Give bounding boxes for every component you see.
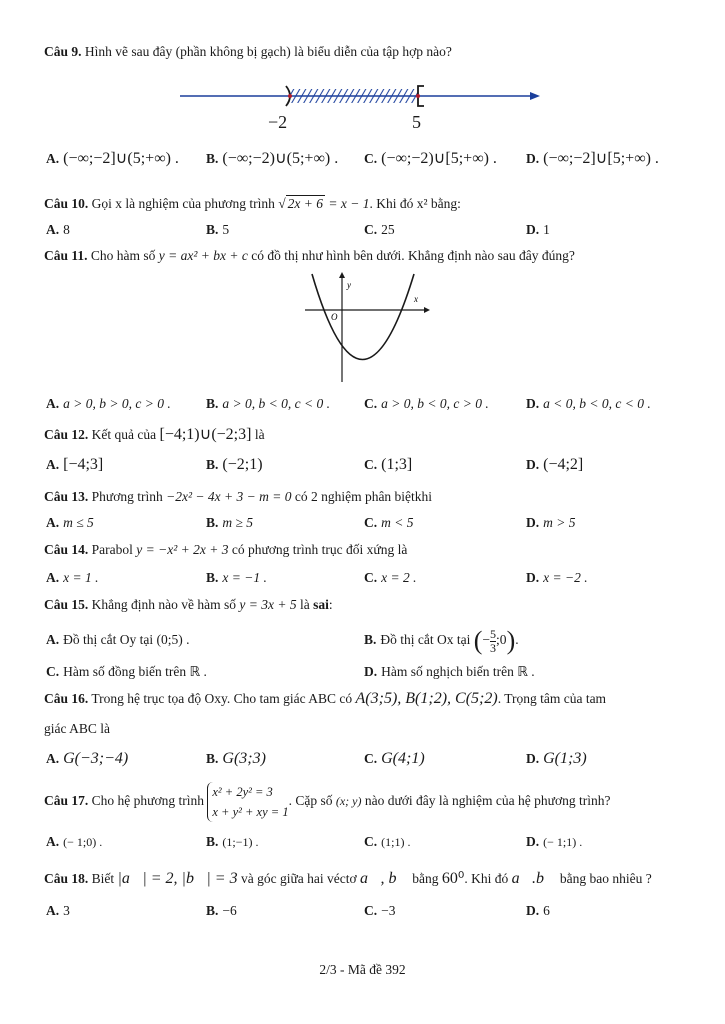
question-label: Câu 14. [44, 542, 89, 557]
question-text: Hình vẽ sau đây (phần không bị gạch) là biểu diễn của tập hợp nào? [84, 44, 452, 59]
options-row-q9 [46, 148, 696, 170]
y-axis-label: y [347, 280, 351, 290]
question-13: Câu 13. Phương trình −2x² − 4x + 3 − m = 0 có 2 nghiệm phân biệtkhi [44, 489, 433, 504]
option-c[interactable]: C. Hàm số đồng biến trên ℝ . [46, 664, 207, 679]
option-c[interactable]: C. x = 2 . [364, 570, 417, 585]
option-c[interactable]: C. (1;1) . [364, 834, 411, 849]
set-expression: [−4;1)∪(−2;3] [159, 426, 252, 443]
options-row-q15-2 [46, 664, 696, 686]
option-b[interactable]: B. −6 [206, 903, 237, 918]
options-row-q16 [46, 750, 696, 772]
question-14: Câu 14. Parabol y = −x² + 2x + 3 có phương trình trục đối xứng là [44, 542, 408, 557]
option-b[interactable]: B. a > 0, b < 0, c < 0 . [206, 396, 330, 411]
function-formula: y = ax² + bx + c [158, 248, 248, 263]
tick-label-left: −2 [268, 112, 288, 132]
equation: y = −x² + 2x + 3 [136, 542, 229, 557]
origin-label: O [331, 312, 338, 322]
options-row-q17 [46, 834, 696, 856]
question-label: Câu 16. [44, 691, 89, 706]
option-b[interactable]: B. (1;−1) . [206, 834, 259, 849]
dot-product: a⃗.b⃗ [511, 870, 557, 887]
option-c[interactable]: C. m < 5 [364, 515, 414, 530]
question-11: Câu 11. Cho hàm số y = ax² + bx + c có đồ thị như hình bên dưới. Khẳng định nào sau đây đúng? [44, 248, 575, 263]
option-d[interactable]: D. m > 5 [526, 515, 576, 530]
options-row-q13 [46, 515, 696, 537]
x-axis-label: x [414, 294, 418, 304]
question-9 [44, 44, 695, 60]
option-c[interactable]: C. (−∞;−2)∪[5;+∞) . [364, 150, 497, 167]
vectors: a⃗, b⃗ [360, 870, 409, 887]
equation: −2x² − 4x + 3 − m = 0 [166, 489, 292, 504]
page-footer: 2/3 - Mã đề 392 [319, 962, 406, 977]
options-row-q12 [46, 456, 696, 478]
equation-system: x² + 2y² = 3 x + y² + xy = 1 [207, 782, 288, 822]
question-label: Câu 11. [44, 248, 88, 263]
option-c[interactable]: C. G(4;1) [364, 750, 425, 767]
options-row-q18 [46, 903, 696, 925]
option-c[interactable]: C. (1;3] [364, 456, 413, 473]
option-a[interactable]: A. 8 [46, 222, 70, 237]
options-row-q15-1 [46, 626, 696, 660]
option-c[interactable]: C. −3 [364, 903, 396, 918]
option-a[interactable]: A. x = 1 . [46, 570, 99, 585]
arrow-head-icon [530, 92, 540, 100]
question-12: Câu 12. Kết quả của [−4;1)∪(−2;3] là [44, 426, 265, 443]
option-a[interactable]: A. (−∞;−2]∪(5;+∞) . [46, 150, 179, 167]
hatched-region [290, 89, 418, 103]
option-d[interactable]: D. a < 0, b < 0, c < 0 . [526, 396, 651, 411]
option-a[interactable]: A. [−4;3] [46, 456, 104, 473]
option-b[interactable]: B. x = −1 . [206, 570, 267, 585]
option-d[interactable]: D. 6 [526, 903, 550, 918]
options-row-q11 [46, 396, 696, 418]
option-d[interactable]: D. (− 1;1) . [526, 834, 583, 849]
option-a[interactable]: A. m ≤ 5 [46, 515, 94, 530]
question-label: Câu 13. [44, 489, 89, 504]
equation: √ 2x + 6 = x − 1 [278, 196, 370, 211]
question-label: Câu 17. [44, 793, 89, 809]
parabola-graph [300, 270, 430, 388]
question-text-end: . Khi đó x² bằng: [369, 196, 461, 211]
question-16-line2: giác ABC là [44, 721, 110, 736]
option-b[interactable]: B. m ≥ 5 [206, 515, 254, 530]
fraction: $\frac{5}{3}$ [490, 626, 497, 655]
angle-value: 60⁰ [441, 870, 465, 887]
vector-magnitudes: |a⃗| = 2, |b⃗| = 3 [117, 870, 238, 887]
option-d[interactable]: D. x = −2 . [526, 570, 588, 585]
option-a[interactable]: A. G(−3;−4) [46, 750, 129, 767]
triangle-points: A(3;5), B(1;2), C(5;2) [355, 690, 498, 707]
option-a[interactable]: A. a > 0, b > 0, c > 0 . [46, 396, 171, 411]
question-label: Câu 10. [44, 196, 89, 211]
options-row-q10 [46, 222, 696, 244]
option-c[interactable]: C. 25 [364, 222, 395, 237]
option-a[interactable]: A. 3 [46, 903, 70, 918]
option-d[interactable]: D. (−∞;−2]∪[5;+∞) . [526, 150, 659, 167]
option-a[interactable]: A. Đồ thị cắt Oy tại (0;5) . [46, 632, 190, 647]
option-a[interactable]: A. (− 1;0) . [46, 834, 103, 849]
question-10 [44, 196, 695, 212]
question-text: Gọi x là nghiệm của phương trình [91, 196, 275, 211]
emphasis-word: sai [313, 597, 329, 612]
options-row-q14 [46, 570, 696, 592]
question-label: Câu 12. [44, 427, 89, 442]
option-c[interactable]: C. a > 0, b < 0, c > 0 . [364, 396, 489, 411]
parabola-curve [312, 274, 414, 360]
option-b[interactable]: B. 5 [206, 222, 230, 237]
option-d[interactable]: D. G(1;3) [526, 750, 587, 767]
question-18: Câu 18. Biết |a⃗| = 2, |b⃗| = 3 và góc giữa hai véctơ a⃗, b⃗ bằng 60⁰. Khi đó a⃗.b⃗ bằng bao nhiêu ? [44, 870, 652, 887]
option-d[interactable]: D. 1 [526, 222, 550, 237]
option-b[interactable]: B. Đồ thị cắt Ox tại (− $\frac{5}{3}$ ;0). [364, 626, 519, 655]
question-15: Câu 15. Khẳng định nào về hàm số y = 3x + 5 là sai: [44, 597, 333, 612]
option-b[interactable]: B. (−∞;−2)∪(5;+∞) . [206, 150, 339, 167]
question-16: Câu 16. Trong hệ trục tọa độ Oxy. Cho tam giác ABC có A(3;5), B(1;2), C(5;2). Trọng tâm của tam [44, 690, 607, 707]
number-line-figure [170, 80, 550, 132]
question-label: Câu 18. [44, 871, 89, 886]
question-17: Câu 17. Cho hệ phương trình x² + 2y² = 3 x + y² + xy = 1 . Cặp số (x; y) nào dưới đây là nghiệm của hệ phương trình? [44, 782, 695, 822]
option-b[interactable]: B. G(3;3) [206, 750, 266, 767]
option-b[interactable]: B. (−2;1) [206, 456, 263, 473]
question-label: Câu 9. [44, 44, 82, 59]
function-formula: y = 3x + 5 [239, 597, 297, 612]
tick-label-right: 5 [412, 112, 421, 132]
question-label: Câu 15. [44, 597, 89, 612]
option-d[interactable]: D. (−4;2] [526, 456, 584, 473]
option-d[interactable]: D. Hàm số nghịch biến trên ℝ . [364, 664, 535, 679]
